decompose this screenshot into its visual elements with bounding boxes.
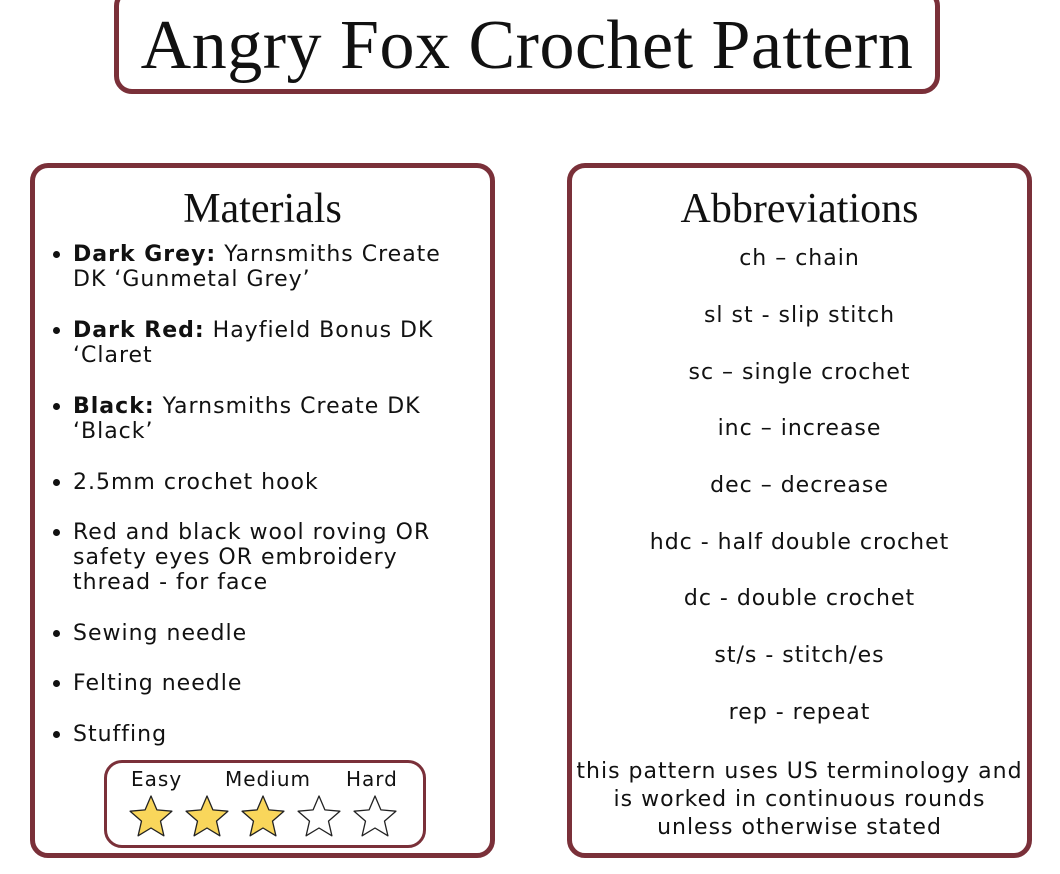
abbreviation-item: st/s - stitch/es bbox=[714, 643, 885, 668]
star-filled-icon bbox=[127, 793, 175, 841]
difficulty-hard-label: Hard bbox=[346, 767, 398, 791]
star-rating bbox=[127, 793, 399, 841]
material-item: Red and black wool roving OR safety eyes OR embroidery thread - for face bbox=[73, 520, 482, 595]
abbreviations-heading: Abbreviations bbox=[680, 186, 919, 232]
material-item: 2.5mm crochet hook bbox=[73, 470, 482, 495]
material-item: Black: Yarnsmiths Create DK ‘Black’ bbox=[73, 394, 482, 444]
materials-heading: Materials bbox=[183, 186, 342, 232]
abbreviation-item: dec – decrease bbox=[710, 473, 889, 498]
material-item: Sewing needle bbox=[73, 621, 482, 646]
material-item: Dark Red: Hayfield Bonus DK ‘Claret bbox=[73, 318, 482, 368]
abbreviation-item: hdc - half double crochet bbox=[649, 530, 950, 555]
abbreviation-item: inc – increase bbox=[717, 416, 882, 441]
material-item: Stuffing bbox=[73, 722, 482, 747]
page-title: Angry Fox Crochet Pattern bbox=[140, 7, 914, 84]
material-item: Dark Grey: Yarnsmiths Create DK ‘Gunmetal Grey’ bbox=[73, 242, 482, 292]
abbreviation-item: dc - double crochet bbox=[683, 586, 916, 611]
difficulty-easy-label: Easy bbox=[131, 767, 183, 791]
title-box bbox=[114, 0, 940, 94]
materials-panel bbox=[30, 163, 495, 858]
abbreviation-item: rep - repeat bbox=[728, 700, 871, 725]
abbreviation-item: ch – chain bbox=[739, 246, 860, 271]
abbreviation-item: sc – single crochet bbox=[688, 360, 911, 385]
material-item: Felting needle bbox=[73, 671, 482, 696]
star-empty-icon bbox=[351, 793, 399, 841]
abbreviation-item: sl st - slip stitch bbox=[703, 303, 896, 328]
star-empty-icon bbox=[295, 793, 343, 841]
star-filled-icon bbox=[183, 793, 231, 841]
difficulty-medium-label: Medium bbox=[225, 767, 311, 791]
difficulty-rating bbox=[104, 760, 426, 848]
star-filled-icon bbox=[239, 793, 287, 841]
abbreviations-panel bbox=[567, 163, 1032, 858]
terminology-note: this pattern uses US terminology and is worked in continuous rounds unless otherwise stated bbox=[576, 759, 1023, 840]
